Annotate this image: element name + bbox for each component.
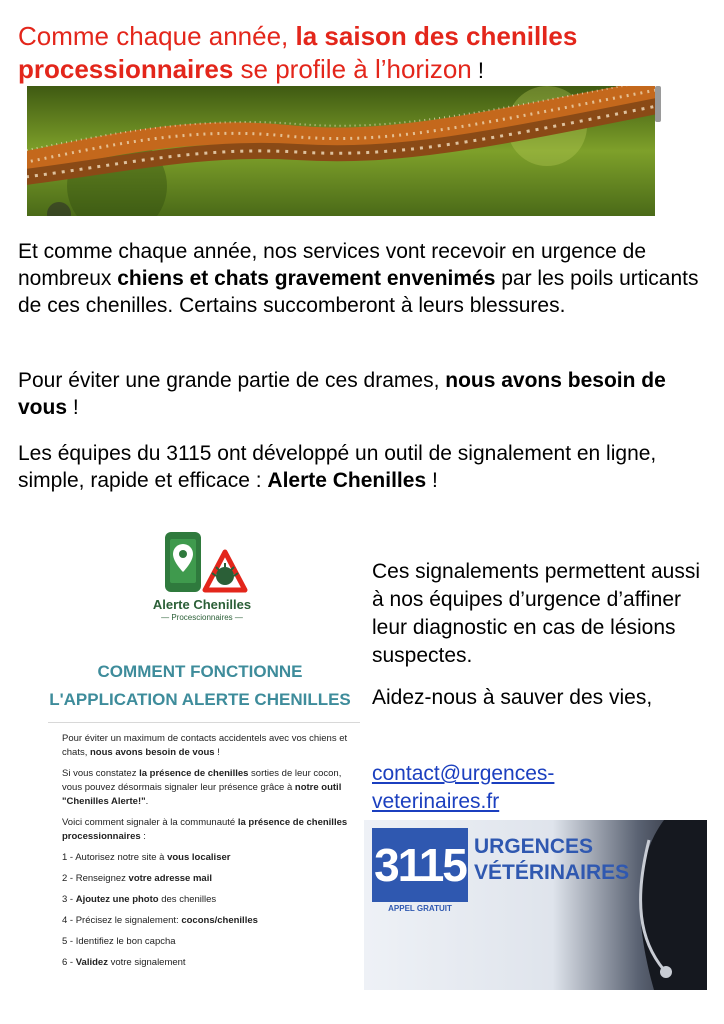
intro-paragraph	[18, 238, 708, 319]
free-call-label: APPEL GRATUIT	[388, 904, 452, 913]
p2-bold: nous avons besoin de vous	[18, 369, 666, 419]
step-item	[62, 914, 352, 928]
step-bold: Validez	[75, 957, 108, 968]
how-it-works-title	[30, 658, 370, 714]
logo-title: Alerte Chenilles	[152, 597, 252, 612]
how-second-b: sorties de leur cocon, vous pouvez désormais signaler leur présence grâce à	[62, 768, 342, 793]
how-intro-b: !	[214, 747, 220, 758]
how-second-bold2: notre outil "Chenilles Alerte!"	[62, 782, 342, 807]
caterpillar-illustration	[27, 86, 655, 216]
how-intro-bold: nous avons besoin de vous	[90, 747, 215, 758]
how-title-line1: COMMENT FONCTIONNE	[97, 662, 303, 681]
how-third-b: :	[140, 831, 146, 842]
headline-part2: se profile à l’horizon	[233, 54, 472, 84]
headline	[18, 20, 708, 87]
headline-bold: la saison des chenilles processionnaires	[18, 21, 578, 84]
number-3115-badge: 3115	[372, 828, 468, 902]
right-para2: Aidez-nous à sauver des vies,	[372, 686, 653, 709]
step-bold: votre adresse mail	[128, 873, 212, 884]
p1-text-b: par les poils urticants de ces chenilles. Certains succomberont à leurs blessures.	[18, 267, 699, 317]
how-third-a: Voici comment signaler à la communauté	[62, 817, 238, 828]
step-item	[62, 872, 352, 886]
tool-paragraph	[18, 440, 708, 494]
p1-text-a: Et comme chaque année, nos services vont recevoir en urgence de nombreux	[18, 240, 647, 290]
how-third	[62, 816, 352, 844]
help-paragraph	[18, 367, 708, 421]
how-title-line2: L'APPLICATION ALERTE CHENILLES	[49, 690, 351, 709]
right-column-text	[372, 558, 712, 726]
phone-warning-icon	[145, 530, 260, 600]
step-text-a: 3 -	[62, 894, 76, 905]
step-item	[62, 935, 352, 949]
step-bold: cocons/chenilles	[181, 915, 258, 926]
step-text-a: 6 -	[62, 957, 76, 968]
right-para1: Ces signalements permettent aussi à nos équipes d’urgence d’affiner leur diagnostic en cas de lésions suspectes.	[372, 560, 700, 667]
step-text-a: 4 - Précisez le signalement:	[62, 915, 182, 926]
contact-email-link[interactable]: contact@urgences-veterinaires.fr	[372, 762, 555, 813]
p3-bold: Alerte Chenilles	[267, 469, 427, 492]
ad-line2: VÉTÉRINAIRES	[474, 861, 630, 884]
how-intro	[62, 732, 352, 760]
step-item	[62, 893, 352, 907]
step-text-a: 2 - Renseignez	[62, 873, 129, 884]
ad-line1: URGENCES	[474, 835, 594, 858]
p1-bold: chiens et chats gravement envenimés	[117, 267, 496, 290]
how-third-bold: la présence de chenilles processionnaires	[62, 817, 348, 842]
p3-text-a: Les équipes du 3115 ont développé un outil de signalement en ligne, simple, rapide et efficace :	[18, 442, 657, 492]
urgences-veterinaires-banner	[364, 820, 707, 990]
step-text-b: votre signalement	[107, 957, 186, 968]
step-bold: vous localiser	[167, 852, 231, 863]
caterpillar-banner-image	[27, 86, 655, 216]
how-second	[62, 767, 352, 809]
how-second-bold1: la présence de chenilles	[139, 768, 249, 779]
how-second-a: Si vous constatez	[62, 768, 140, 779]
how-second-c: .	[145, 796, 149, 807]
how-divider	[48, 722, 360, 723]
how-intro-a: Pour éviter un maximum de contacts accidentels avec vos chiens et chats,	[62, 733, 348, 758]
headline-exclamation: !	[471, 58, 485, 83]
step-text-a: 5 - Identifiez le bon capcha	[62, 936, 176, 947]
veterinarian-stethoscope-icon	[594, 820, 707, 990]
step-item	[62, 851, 352, 865]
banner-scrollbar[interactable]	[655, 86, 661, 122]
p2-text-a: Pour éviter une grande partie de ces drames,	[18, 369, 446, 392]
step-text-a: 1 - Autorisez notre site à	[62, 852, 168, 863]
step-text-b: des chenilles	[158, 894, 217, 905]
how-it-works-body	[62, 732, 352, 977]
step-bold: Ajoutez une photo	[75, 894, 159, 905]
p3-text-b: !	[426, 469, 438, 492]
p2-text-b: !	[67, 396, 79, 419]
headline-part1: Comme chaque année,	[18, 21, 296, 51]
step-item	[62, 956, 352, 970]
logo-subtitle: — Procescionnaires —	[161, 613, 243, 622]
